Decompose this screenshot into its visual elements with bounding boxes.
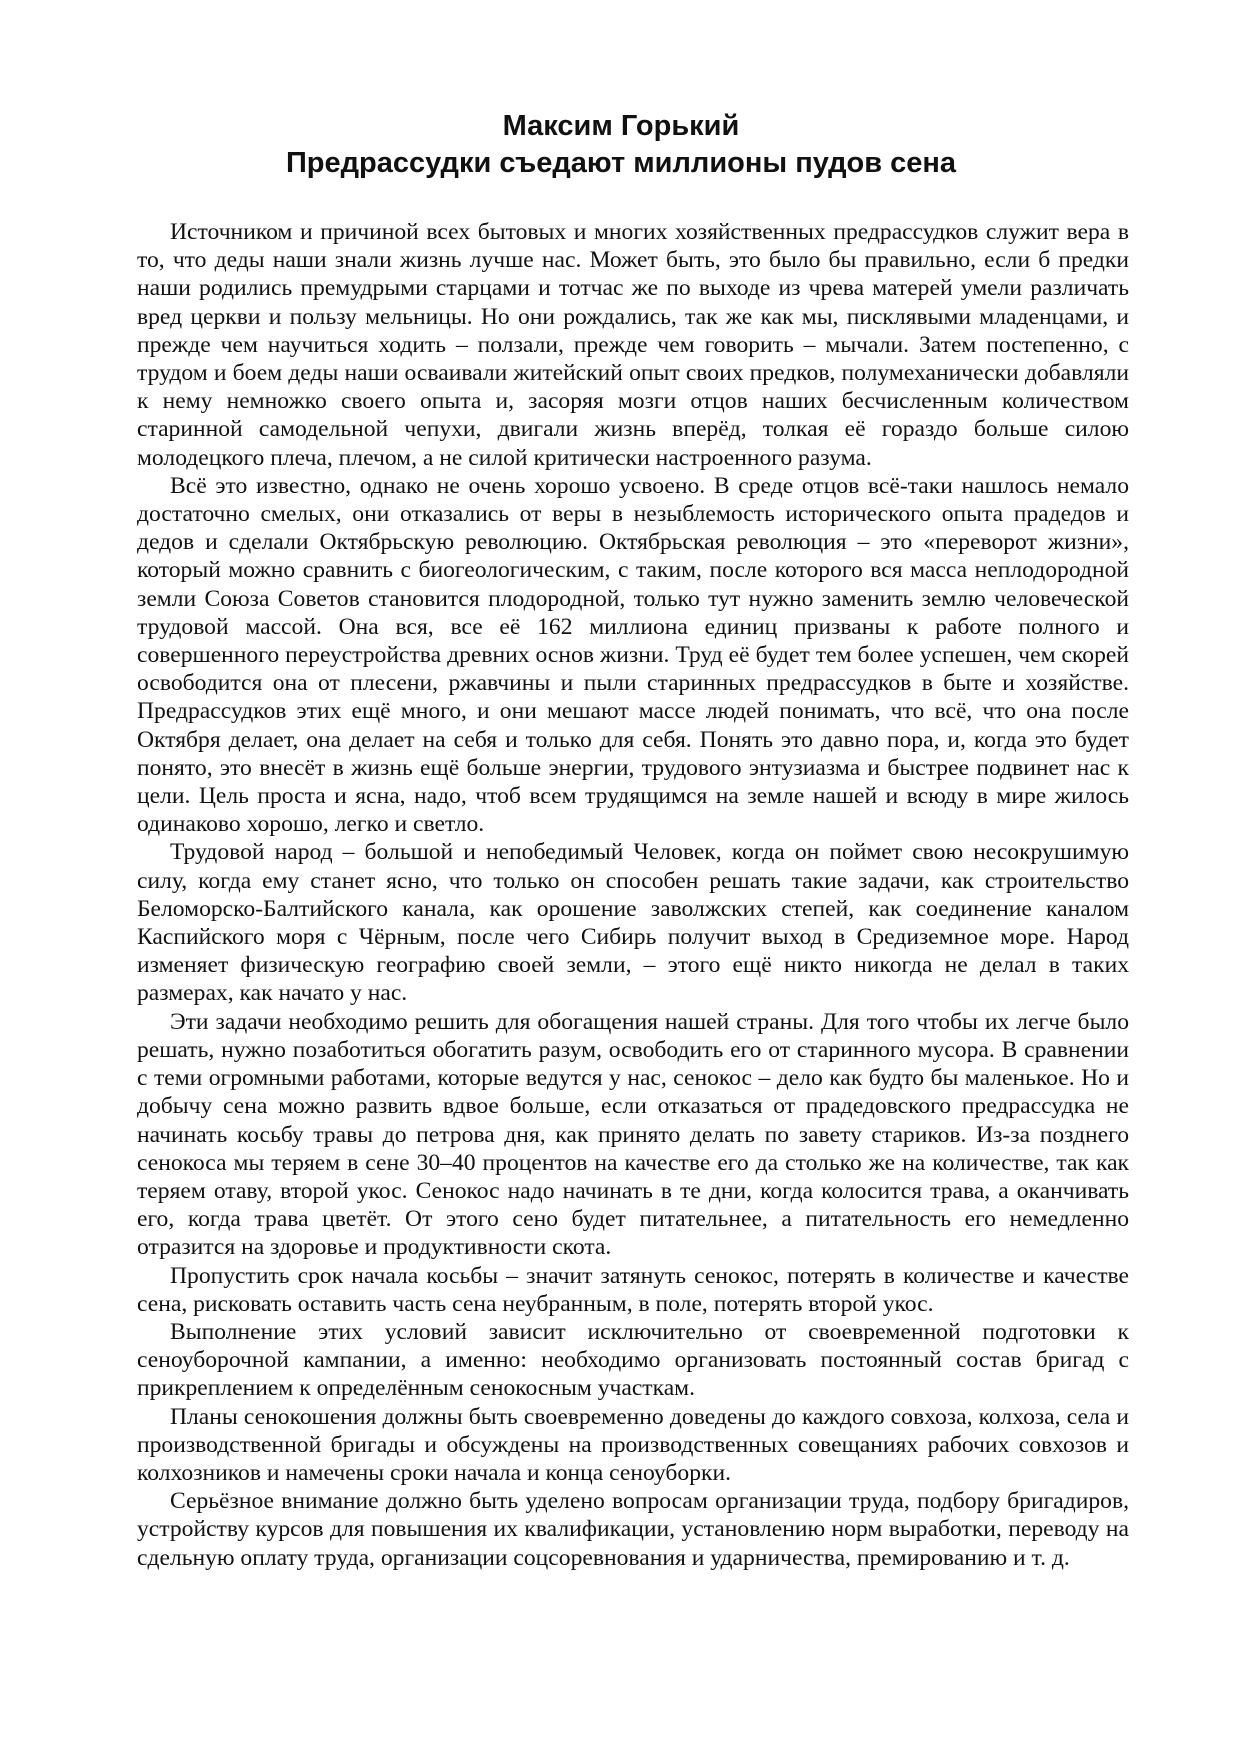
document-title: Предрассудки съедают миллионы пудов сена	[285, 147, 957, 179]
document-header	[0, 108, 1242, 182]
author-name: Максим Горький	[502, 110, 740, 142]
paragraph: Эти задачи необходимо решить для обогащения нашей страны. Для того чтобы их легче было решать, нужно позаботиться обогатить разум, освободить его от старинного мусора. В сравнении с теми огромными работами, которые ведутся у нас, сенокос – дело как будто бы маленькое. Но и добычу сена можно развить вдвое больше, если отказаться от прадедовского предрассудка не начинать косьбу травы до петрова дня, как принято делать по завету стариков. Из-за позднего сенокоса мы теряем в сене 30–40 процентов на качестве его да столько же на количестве, так как теряем отаву, второй укос. Сенокос надо начинать в те дни, когда колосится трава, а оканчивать его, когда трава цветёт. От этого сено будет питательнее, а питательность его немедленно отразится на здоровье и продуктивности скота.	[137, 1008, 1129, 1261]
paragraph: Выполнение этих условий зависит исключительно от своевременной подготовки к сеноуборочной кампании, а именно: необходимо организовать постоянный состав бригад с прикреплением к определённым сенокосным участкам.	[137, 1318, 1129, 1402]
paragraph: Всё это известно, однако не очень хорошо усвоено. В среде отцов всё-таки нашлось немало достаточно смелых, они отказались от веры в незыблемость исторического опыта прадедов и дедов и сделали Октябрьскую революцию. Октябрьская революция – это «переворот жизни», который можно сравнить с биогеологическим, с таким, после которого вся масса неплодородной земли Союза Советов становится плодородной, только тут нужно заменить землю человеческой трудовой массой. Она вся, все её 162 миллиона единиц призваны к работе полного и совершенного переустройства древних основ жизни. Труд её будет тем более успешен, чем скорей освободится она от плесени, ржавчины и пыли старинных предрассудков в быте и хозяйстве. Предрассудков этих ещё много, и они мешают массе людей понимать, что всё, что она после Октября делает, она делает на себя и только для себя. Понять это давно пора, и, когда это будет понято, это внесёт в жизнь ещё больше энергии, трудового энтузиазма и быстрее подвинет нас к цели. Цель проста и ясна, надо, чтоб всем трудящимся на земле нашей и всюду в мире жилось одинаково хорошо, легко и светло.	[137, 472, 1129, 838]
document-body	[137, 218, 1129, 1572]
paragraph: Планы сенокошения должны быть своевременно доведены до каждого совхоза, колхоза, села и производственной бригады и обсуждены на производственных совещаниях рабочих совхозов и колхозников и намечены сроки начала и конца сеноуборки.	[137, 1403, 1129, 1486]
paragraph: Серьёзное внимание должно быть уделено вопросам организации труда, подбору бригадиров, устройству курсов для повышения их квалификации, установлению норм выработки, переводу на сдельную оплату труда, организации соцсоревнования и ударничества, премированию и т. д.	[137, 1488, 1129, 1571]
paragraph: Пропустить срок начала косьбы – значит затянуть сенокос, потерять в количестве и качестве сена, рисковать оставить часть сена неубранным, в поле, потерять второй укос.	[137, 1262, 1129, 1317]
paragraph: Источником и причиной всех бытовых и многих хозяйственных предрассудков служит вера в то, что деды наши знали жизнь лучше нас. Может быть, это было бы правильно, если б предки наши родились премудрыми старцами и тотчас же по выходе из чрева матерей умели различать вред церкви и пользу мельницы. Но они рождались, так же как мы, писклявыми младенцами, и прежде чем научиться ходить – ползали, прежде чем говорить – мычали. Затем постепенно, с трудом и боем деды наши осваивали житейский опыт своих предков, полумеханически добавляли к нему немножко своего опыта и, засоряя мозги отцов наших бесчисленным количеством старинной самодельной чепухи, двигали жизнь вперёд, толкая её гораздо больше силою молодецкого плеча, плечом, а не силой критически настроенного разума.	[137, 219, 1129, 471]
paragraph: Трудовой народ – большой и непобедимый Человек, когда он поймет свою несокрушимую силу, когда ему станет ясно, что только он способен решать такие задачи, как строительство Беломорско-Балтийского канала, как орошение заволжских степей, как соединение каналом Каспийского моря с Чёрным, после чего Сибирь получит выход в Средиземное море. Народ изменяет физическую географию своей земли, – этого ещё никто никогда не делал в таких размерах, как начато у нас.	[137, 839, 1129, 1007]
